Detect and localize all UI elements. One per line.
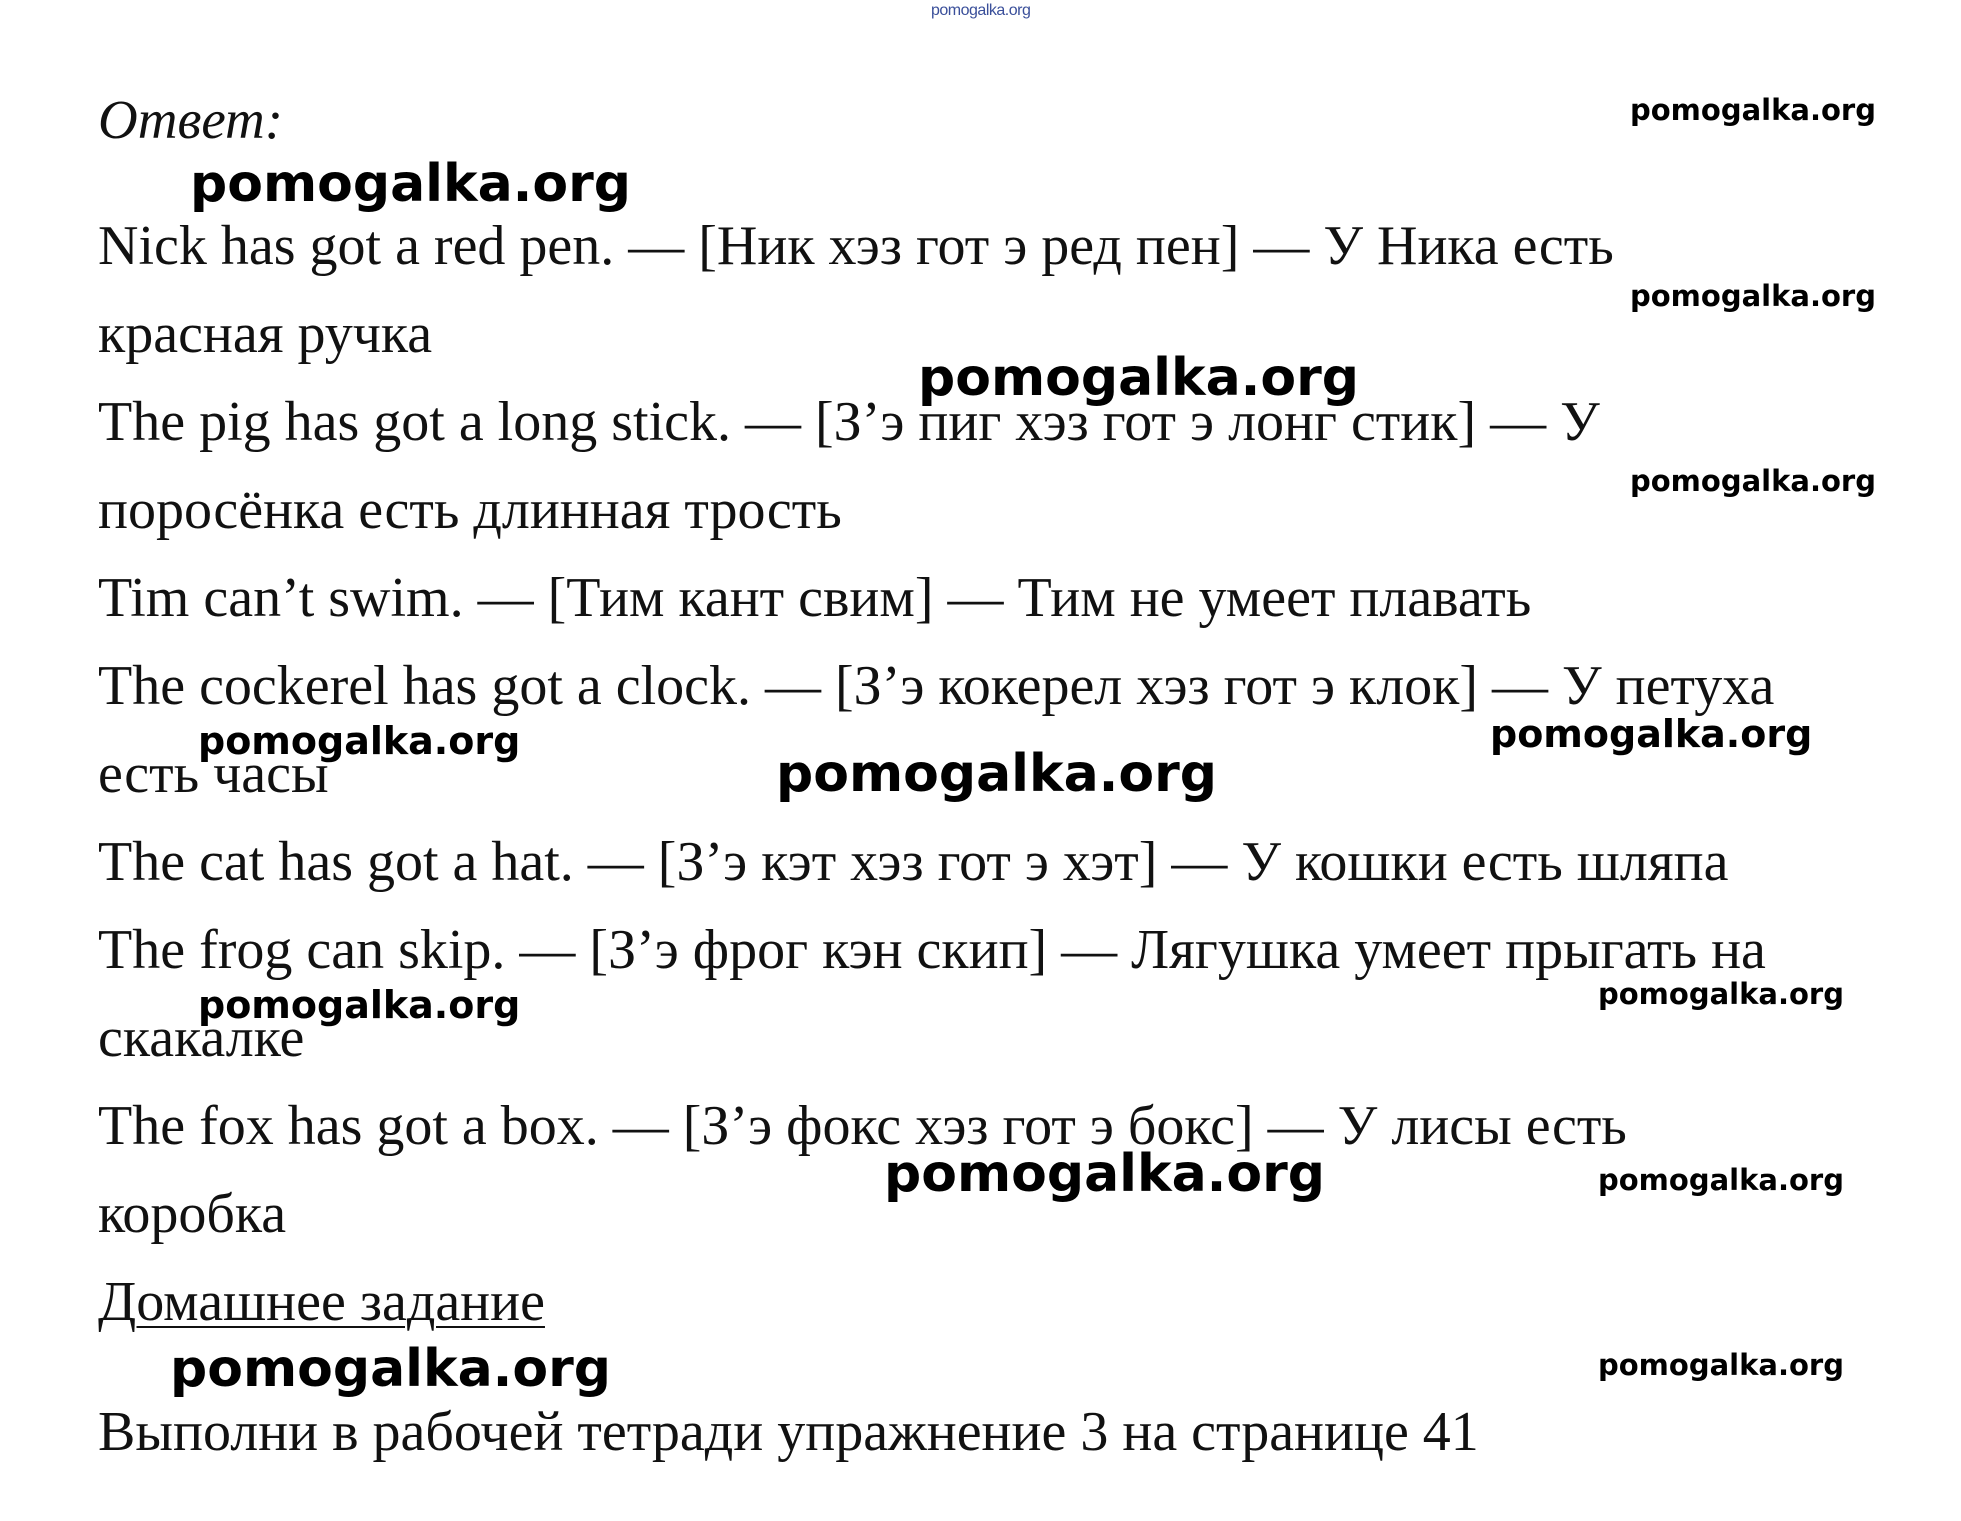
answer-line-1: Nick has got a red pen. — [Ник хэз гот э ред пен] — У Ника есть — [98, 215, 1614, 277]
watermark: pomogalka.org — [190, 154, 632, 214]
watermark: pomogalka.org — [1490, 712, 1813, 756]
answer-line-10: скакалке — [98, 1007, 305, 1069]
watermark: pomogalka.org — [918, 348, 1360, 408]
watermark: pomogalka.org — [1598, 1348, 1844, 1382]
header-watermark: pomogalka.org — [931, 2, 1031, 19]
watermark: pomogalka.org — [198, 719, 521, 763]
watermark: pomogalka.org — [1630, 279, 1876, 313]
watermark: pomogalka.org — [1630, 464, 1876, 498]
watermark: pomogalka.org — [198, 983, 521, 1027]
answer-line-3: The pig has got a long stick. — [З’э пиг хэз гот э лонг стик] — У — [98, 391, 1600, 453]
answer-line-8: The cat has got a hat. — [З’э кэт хэз гот э хэт] — У кошки есть шляпа — [98, 831, 1729, 893]
watermark: pomogalka.org — [170, 1339, 612, 1399]
watermark: pomogalka.org — [884, 1144, 1326, 1204]
answer-line-2: красная ручка — [98, 303, 433, 365]
answer-line-11: The fox has got a box. — [З’э фокс хэз гот э бокс] — У лисы есть — [98, 1095, 1627, 1157]
answer-line-4: поросёнка есть длинная трость — [98, 479, 842, 541]
watermark: pomogalka.org — [1598, 977, 1844, 1011]
answer-label: Ответ: — [98, 89, 284, 150]
watermark: pomogalka.org — [1630, 93, 1876, 127]
answer-line-7: есть часы — [98, 743, 329, 805]
answer-line-12: коробка — [98, 1183, 287, 1245]
answer-line-6: The cockerel has got a clock. — [З’э кокерел хэз гот э клок] — У петуха — [98, 655, 1775, 717]
homework-heading: Домашнее задание — [98, 1271, 545, 1333]
watermark: pomogalka.org — [1598, 1163, 1844, 1197]
answer-line-9: The frog can skip. — [З’э фрог кэн скип] — Лягушка умеет прыгать на — [98, 919, 1766, 981]
watermark: pomogalka.org — [776, 744, 1218, 804]
answer-line-5: Tim can’t swim. — [Тим кант свим] — Тим не умеет плавать — [98, 567, 1532, 629]
homework-text: Выполни в рабочей тетради упражнение 3 на странице 41 — [98, 1401, 1479, 1463]
